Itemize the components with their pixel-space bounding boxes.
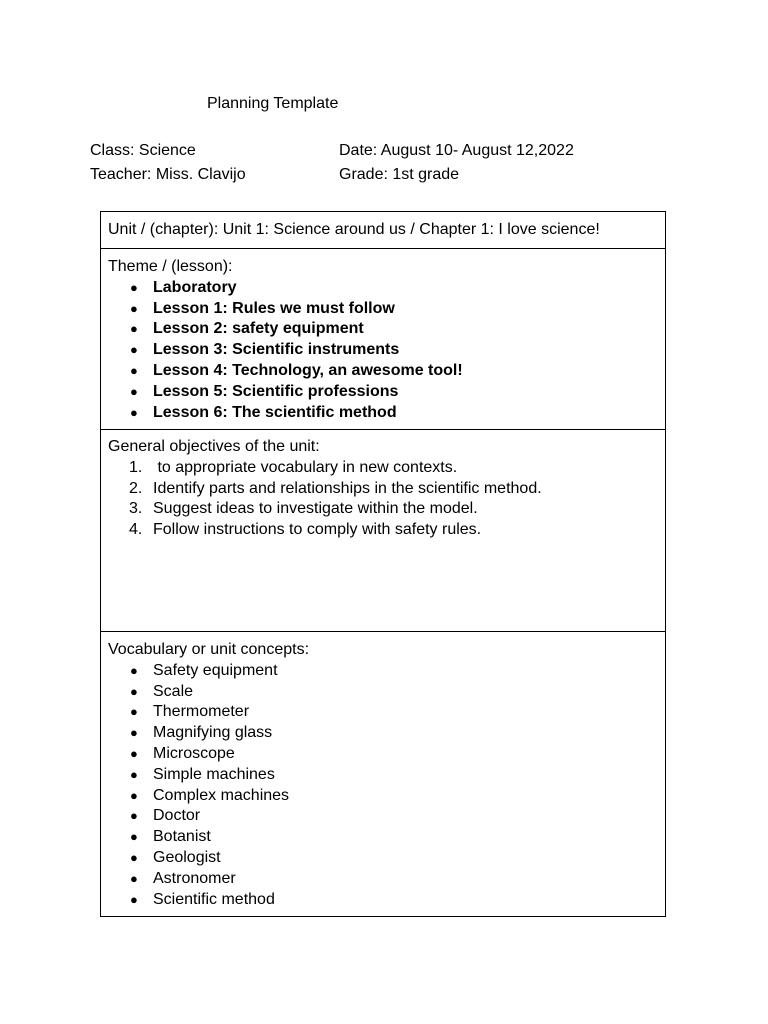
objectives-row (101, 430, 665, 632)
list-item: ● Scientific method (108, 890, 658, 911)
theme-row (101, 249, 665, 430)
list-item: ● Laboratory (108, 278, 658, 299)
bullet-icon: ● (130, 383, 138, 399)
bullet-icon: ● (130, 321, 138, 337)
list-item: ● Lesson 2: safety equipment (108, 319, 658, 340)
vocabulary-label: Vocabulary or unit concepts: (108, 641, 310, 658)
planning-table (100, 211, 666, 917)
bullet-icon: ● (130, 745, 138, 761)
meta-right (339, 139, 574, 187)
bullet-icon: ● (130, 279, 138, 295)
list-item: ● Complex machines (108, 786, 658, 807)
list-item: ● Lesson 5: Scientific professions (108, 382, 658, 403)
list-item: ● Lesson 4: Technology, an awesome tool! (108, 361, 658, 382)
list-item: ● Safety equipment (108, 661, 658, 682)
bullet-icon: ● (130, 870, 138, 886)
bullet-icon: ● (130, 342, 138, 358)
bullet-icon: ● (130, 829, 138, 845)
bullet-icon: ● (130, 683, 138, 699)
bullet-icon: ● (130, 787, 138, 803)
bullet-icon: ● (130, 300, 138, 316)
bullet-icon: ● (130, 704, 138, 720)
list-item: ● Geologist (108, 848, 658, 869)
theme-label: Theme / (lesson): (108, 258, 233, 275)
list-item: ● Botanist (108, 827, 658, 848)
list-item: ● Doctor (108, 806, 658, 827)
bullet-icon: ● (130, 808, 138, 824)
list-item: ● Lesson 1: Rules we must follow (108, 299, 658, 320)
page-title: Planning Template (207, 95, 339, 112)
objectives-list (108, 458, 658, 541)
meta-left (90, 139, 246, 187)
bullet-icon: ● (130, 849, 138, 865)
bullet-icon: ● (130, 362, 138, 378)
class-line: Class: Science (90, 142, 196, 159)
bullet-icon: ● (130, 891, 138, 907)
bullet-icon: ● (130, 662, 138, 678)
teacher-line: Teacher: Miss. Clavijo (90, 166, 246, 183)
list-item: 1. to appropriate vocabulary in new contexts. (129, 458, 458, 476)
bullet-icon: ● (130, 766, 138, 782)
list-item: ● Astronomer (108, 869, 658, 890)
bullet-icon: ● (130, 404, 138, 420)
list-item: ● Simple machines (108, 765, 658, 786)
bullet-icon: ● (130, 725, 138, 741)
list-item: ● Magnifying glass (108, 723, 658, 744)
date-line: Date: August 10- August 12,2022 (339, 142, 574, 159)
list-item: ● Lesson 6: The scientific method (108, 403, 658, 424)
vocabulary-list (108, 661, 658, 911)
list-item: ● Scale (108, 682, 658, 703)
list-item: ● Lesson 3: Scientific instruments (108, 340, 658, 361)
list-item: ● Thermometer (108, 702, 658, 723)
list-item: 3. Suggest ideas to investigate within the model. (129, 500, 478, 518)
unit-row (101, 212, 665, 249)
objectives-label: General objectives of the unit: (108, 438, 320, 455)
grade-line: Grade: 1st grade (339, 166, 460, 183)
unit-text: Unit / (chapter): Unit 1: Science around us / Chapter 1: I love science! (108, 221, 600, 238)
list-item: ● Microscope (108, 744, 658, 765)
list-item: 4. Follow instructions to comply with safety rules. (129, 521, 482, 539)
theme-list (108, 278, 658, 424)
vocabulary-row (101, 632, 665, 916)
list-item: 2. Identify parts and relationships in the scientific method. (129, 479, 542, 497)
